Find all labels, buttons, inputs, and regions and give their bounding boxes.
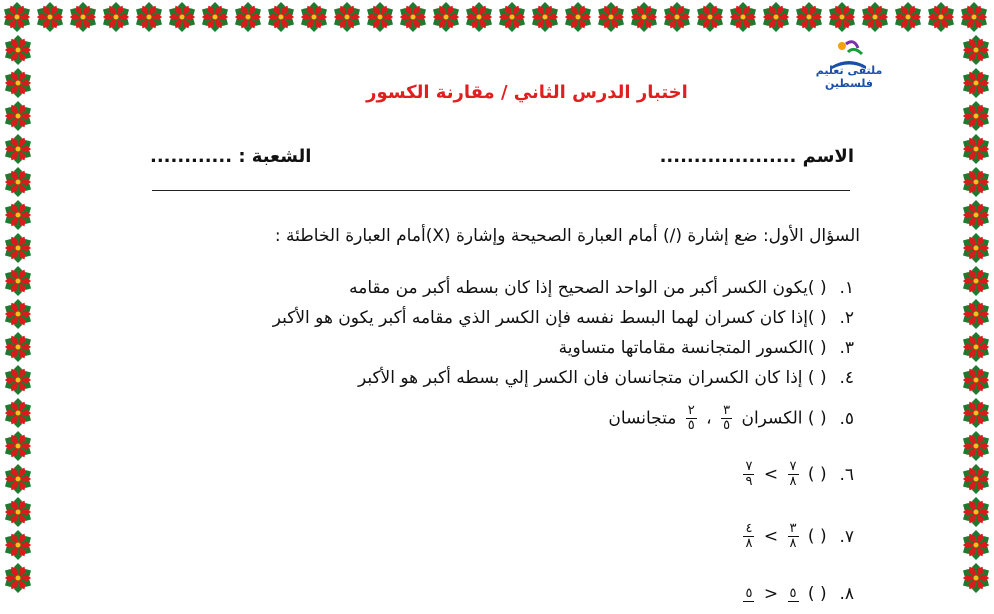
flower-ornament-icon: [133, 1, 165, 33]
answer-parentheses[interactable]: ( ): [807, 464, 827, 485]
flower-ornament-icon: [960, 364, 992, 396]
flower-ornament-icon: [529, 1, 561, 33]
numerator: ٧: [789, 459, 797, 474]
denominator: ٩: [745, 474, 753, 489]
name-field-label: الاسم ....................: [659, 146, 854, 167]
flower-ornament-icon: [628, 1, 660, 33]
denominator: ٨: [789, 536, 797, 551]
statement-item: [134, 578, 854, 614]
denominator: ٨: [789, 474, 797, 489]
statement-item: [134, 338, 854, 368]
flower-ornament-icon: [661, 1, 693, 33]
fraction: [788, 522, 799, 551]
statement-text: إذا كان الكسران متجانسان فان الكسر إلي بسطه أكبر هو الأكبر: [357, 368, 803, 388]
statement-item: [134, 368, 854, 398]
item-number: ٤.: [839, 368, 854, 388]
fraction: [686, 404, 697, 433]
separator: ،: [706, 408, 712, 429]
decorative-border-right: [958, 34, 994, 610]
flower-ornament-icon: [760, 1, 792, 33]
flower-ornament-icon: [2, 364, 34, 396]
answer-parentheses[interactable]: ( ): [807, 338, 827, 358]
flower-ornament-icon: [2, 562, 34, 594]
item-number: ٦.: [839, 464, 854, 485]
denominator: ٥: [687, 418, 695, 433]
flower-ornament-icon: [562, 1, 594, 33]
flower-ornament-icon: [2, 463, 34, 495]
statement-item: [134, 454, 854, 516]
statement-item: [134, 278, 854, 308]
numerator: ٤: [745, 521, 753, 536]
flower-ornament-icon: [34, 1, 66, 33]
fraction: [743, 460, 754, 489]
flower-ornament-icon: [960, 397, 992, 429]
flower-ornament-icon: [960, 562, 992, 594]
flower-ornament-icon: [199, 1, 231, 33]
flower-ornament-icon: [826, 1, 858, 33]
decorative-border-top: [0, 0, 994, 34]
flower-ornament-icon: [793, 1, 825, 33]
flower-ornament-icon: [960, 100, 992, 132]
numerator: ٥: [789, 585, 797, 601]
item-number: ٨.: [839, 584, 854, 604]
flower-ornament-icon: [960, 529, 992, 561]
flower-ornament-icon: [960, 67, 992, 99]
answer-parentheses[interactable]: ( ): [807, 308, 827, 328]
statement-item: [134, 308, 854, 338]
flower-ornament-icon: [727, 1, 759, 33]
statement-item: [134, 398, 854, 454]
statement-item: [134, 516, 854, 578]
flower-ornament-icon: [960, 34, 992, 66]
flower-ornament-icon: [67, 1, 99, 33]
flower-ornament-icon: [960, 133, 992, 165]
statement-text: متجانسان: [608, 408, 677, 429]
item-number: ٥.: [839, 408, 854, 429]
item-number: ٣.: [839, 338, 854, 358]
logo-text: ملتقى تعليم فلسطين: [815, 64, 883, 90]
flower-ornament-icon: [2, 166, 34, 198]
flower-ornament-icon: [960, 232, 992, 264]
flower-ornament-icon: [265, 1, 297, 33]
flower-ornament-icon: [960, 463, 992, 495]
decorative-border-left: [0, 34, 36, 610]
fraction: [788, 587, 799, 602]
flower-ornament-icon: [694, 1, 726, 33]
flower-ornament-icon: [331, 1, 363, 33]
numerator: ٣: [723, 403, 731, 418]
flower-ornament-icon: [960, 430, 992, 462]
answer-parentheses[interactable]: ( ): [807, 526, 827, 547]
answer-parentheses[interactable]: ( ): [807, 584, 827, 604]
flower-ornament-icon: [859, 1, 891, 33]
answer-parentheses[interactable]: ( ): [807, 278, 827, 298]
flower-ornament-icon: [960, 496, 992, 528]
flower-ornament-icon: [166, 1, 198, 33]
flower-ornament-icon: [463, 1, 495, 33]
flower-ornament-icon: [2, 67, 34, 99]
flower-ornament-icon: [496, 1, 528, 33]
flower-ornament-icon: [2, 430, 34, 462]
fraction: [788, 460, 799, 489]
divider-line: [152, 190, 850, 191]
statement-text: إذا كان كسران لهما البسط نفسه فإن الكسر الذي مقامه أكبر يكون هو الأكبر: [272, 308, 808, 328]
flower-ornament-icon: [958, 1, 990, 33]
numerator: ٧: [745, 459, 753, 474]
flower-ornament-icon: [2, 397, 34, 429]
item-number: ١.: [839, 278, 854, 298]
flower-ornament-icon: [100, 1, 132, 33]
statement-text: يكون الكسر أكبر من الواحد الصحيح إذا كان بسطه أكبر من مقامه: [349, 278, 808, 298]
worksheet: [40, 38, 954, 610]
flower-ornament-icon: [232, 1, 264, 33]
flower-ornament-icon: [2, 496, 34, 528]
flower-ornament-icon: [1, 1, 33, 33]
fraction: [721, 404, 732, 433]
comparison-operator: >: [763, 464, 779, 485]
flower-ornament-icon: [960, 331, 992, 363]
flower-ornament-icon: [2, 199, 34, 231]
answer-parentheses[interactable]: ( ): [807, 408, 827, 429]
flower-ornament-icon: [2, 34, 34, 66]
fraction: [743, 522, 754, 551]
numerator: ٣: [789, 521, 797, 536]
flower-ornament-icon: [2, 232, 34, 264]
flower-ornament-icon: [298, 1, 330, 33]
flower-ornament-icon: [2, 529, 34, 561]
flower-ornament-icon: [397, 1, 429, 33]
comparison-operator: >: [763, 526, 779, 547]
statement-list: [134, 278, 854, 614]
question-heading: السؤال الأول: ضع إشارة (/) أمام العبارة الصحيحة وإشارة (X)أمام العبارة الخاطئة :: [274, 226, 860, 246]
denominator: ٨: [745, 536, 753, 551]
comparison-operator: <: [763, 584, 779, 604]
flower-ornament-icon: [2, 331, 34, 363]
flower-ornament-icon: [892, 1, 924, 33]
page-title: اختبار الدرس الثاني / مقارنة الكسور: [366, 82, 688, 103]
flower-ornament-icon: [960, 199, 992, 231]
denominator: ٥: [723, 418, 731, 433]
item-number: ٧.: [839, 526, 854, 547]
statement-text: الكسران: [741, 408, 803, 429]
item-number: ٢.: [839, 308, 854, 328]
flower-ornament-icon: [2, 133, 34, 165]
flower-ornament-icon: [925, 1, 957, 33]
numerator: ٢: [687, 403, 695, 418]
flower-ornament-icon: [430, 1, 462, 33]
flower-ornament-icon: [2, 100, 34, 132]
flower-ornament-icon: [2, 265, 34, 297]
section-field-label: الشعبة : ............: [150, 146, 312, 167]
flower-ornament-icon: [960, 166, 992, 198]
flower-ornament-icon: [364, 1, 396, 33]
statement-text: الكسور المتجانسة مقاماتها متساوية: [558, 338, 808, 358]
flower-ornament-icon: [960, 265, 992, 297]
flower-ornament-icon: [595, 1, 627, 33]
answer-parentheses[interactable]: ( ): [807, 368, 827, 388]
flower-ornament-icon: [960, 298, 992, 330]
numerator: ٥: [745, 585, 753, 601]
fraction: [743, 587, 754, 602]
flower-ornament-icon: [2, 298, 34, 330]
